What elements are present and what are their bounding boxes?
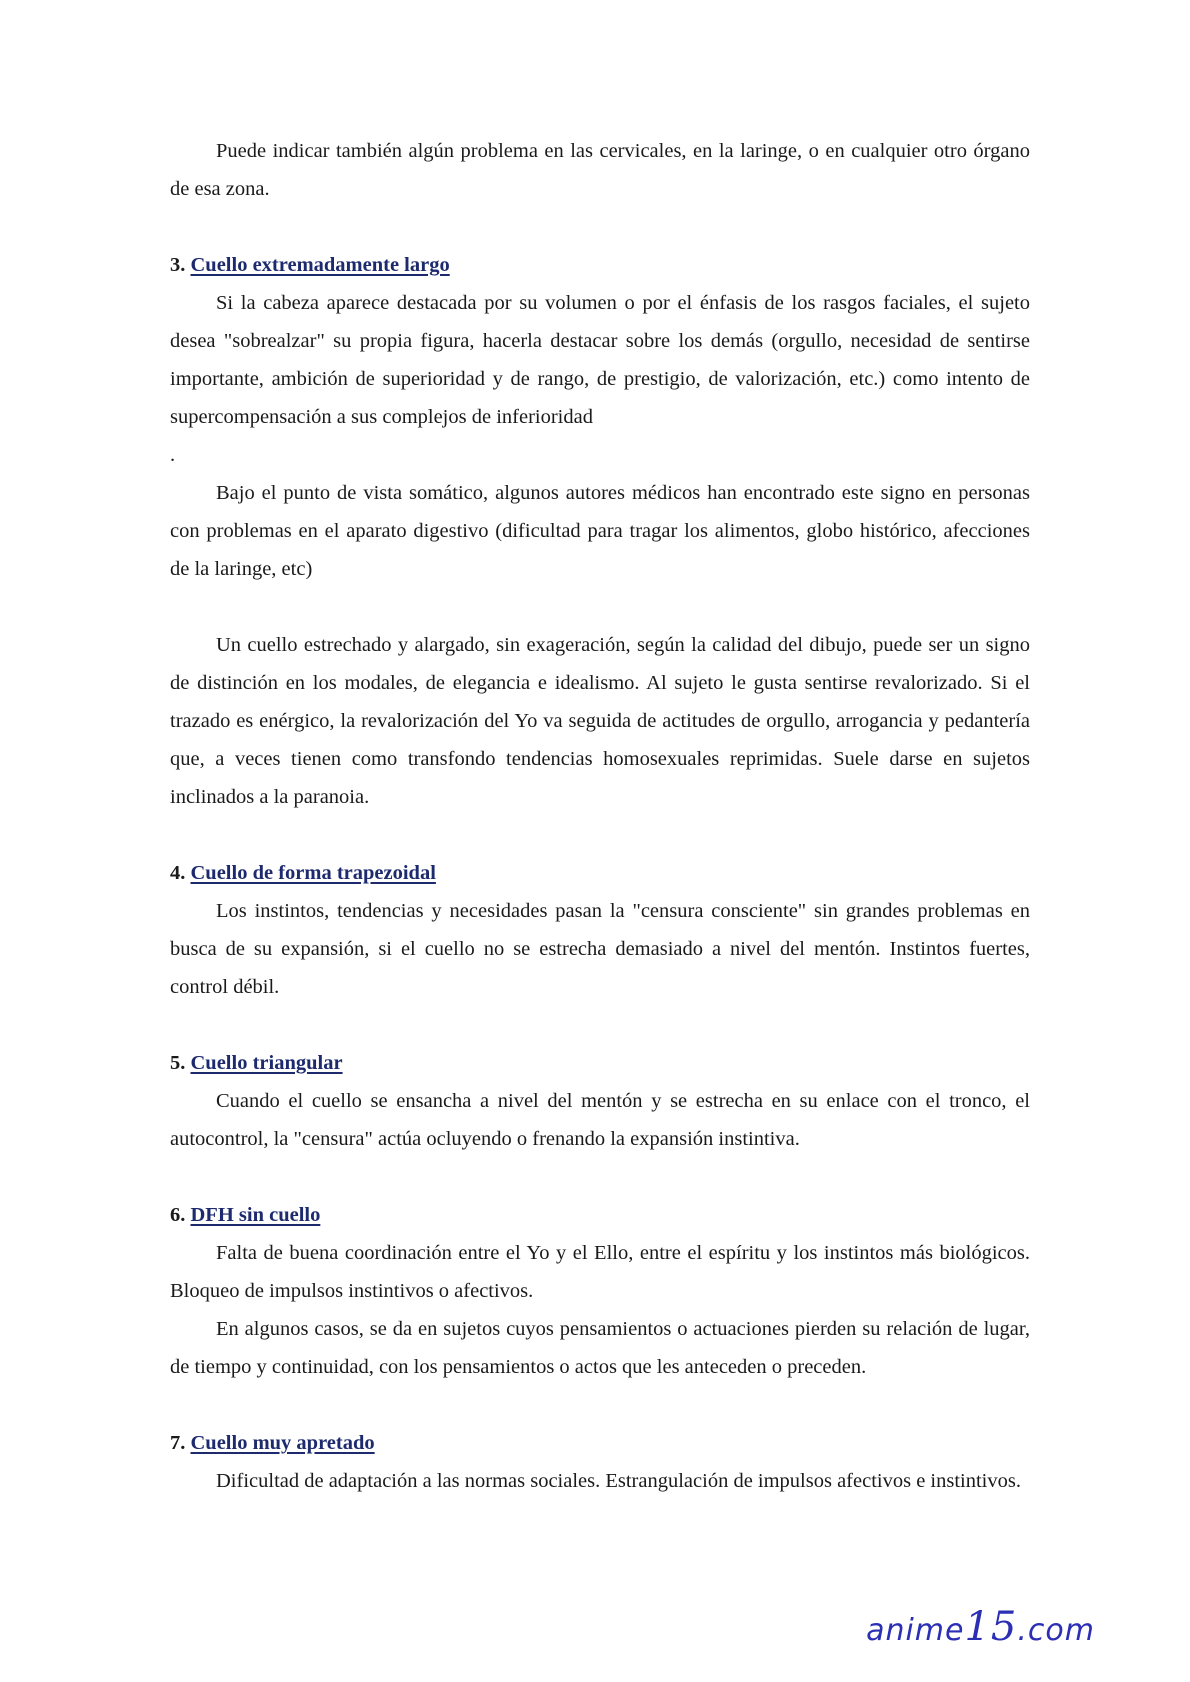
section-number: 7. — [170, 1432, 186, 1454]
section-3-paragraph-1: Si la cabeza aparece destacada por su volumen o por el énfasis de los rasgos faciales, el sujeto desea "sobrealzar" su propia figura, hacerla destacar sobre los demás (orgullo, necesidad de sentirse importante, ambición de superioridad y de rango, de prestigio, de valorización, etc.) como intento de supercompensación a sus complejos de inferioridad — [170, 292, 1030, 428]
document-page — [170, 132, 1030, 1500]
section-title: Cuello de forma trapezoidal — [190, 862, 436, 884]
section-title: Cuello triangular — [190, 1052, 343, 1074]
section-heading-5 — [170, 1044, 1030, 1082]
section-4-paragraph-1: Los instintos, tendencias y necesidades pasan la "censura consciente" sin grandes problemas en busca de su expansión, si el cuello no se estrecha demasiado a nivel del mentón. Instintos fuertes, control débil. — [170, 900, 1030, 998]
section-heading-4 — [170, 854, 1030, 892]
section-3-paragraph-2: Bajo el punto de vista somático, algunos autores médicos han encontrado este signo en personas con problemas en el aparato digestivo (dificultad para tragar los alimentos, globo histórico, afecciones de la laringe, etc) — [170, 482, 1030, 580]
section-number: 3. — [170, 254, 186, 276]
section-number: 4. — [170, 862, 186, 884]
brand-number: 15 — [964, 1604, 1018, 1650]
section-number: 5. — [170, 1052, 186, 1074]
section-3-paragraph-3: Un cuello estrechado y alargado, sin exageración, según la calidad del dibujo, puede ser un signo de distinción en los modales, de elegancia e idealismo. Al sujeto le gusta sentirse revalorizado. Si el trazado es enérgico, la revalorización del Yo va seguida de actitudes de orgullo, arrogancia y pedantería que, a veces tienen como transfondo tendencias homosexuales reprimidas. Suele darse en sujetos inclinados a la paranoia. — [170, 634, 1030, 808]
brand-prefix: anime — [866, 1613, 965, 1648]
section-heading-7 — [170, 1424, 1030, 1462]
section-heading-6 — [170, 1196, 1030, 1234]
spacer — [170, 1386, 1030, 1424]
section-6-paragraph-2: En algunos casos, se da en sujetos cuyos pensamientos o actuaciones pierden su relación de lugar, de tiempo y continuidad, con los pensamientos o actos que les anteceden o preceden. — [170, 1318, 1030, 1378]
section-title: Cuello muy apretado — [190, 1432, 375, 1454]
section-title: DFH sin cuello — [190, 1204, 321, 1226]
spacer — [170, 1006, 1030, 1044]
section-6-paragraph-1: Falta de buena coordinación entre el Yo y el Ello, entre el espíritu y los instintos más biológicos. Bloqueo de impulsos instintivos o afectivos. — [170, 1242, 1030, 1302]
spacer — [170, 588, 1030, 626]
section-7-paragraph-1: Dificultad de adaptación a las normas sociales. Estrangulación de impulsos afectivos e instintivos. — [216, 1470, 1021, 1492]
brand-suffix: .com — [1017, 1613, 1095, 1648]
spacer — [170, 208, 1030, 246]
section-5-paragraph-1: Cuando el cuello se ensancha a nivel del mentón y se estrecha en su enlace con el tronco, el autocontrol, la "censura" actúa ocluyendo o frenando la expansión instintiva. — [170, 1090, 1030, 1150]
section-3-dot: . — [170, 444, 176, 466]
section-heading-3 — [170, 246, 1030, 284]
spacer — [170, 816, 1030, 854]
intro-paragraph: Puede indicar también algún problema en las cervicales, en la laringe, o en cualquier otro órgano de esa zona. — [170, 140, 1030, 200]
section-title: Cuello extremadamente largo — [190, 254, 450, 276]
spacer — [170, 1158, 1030, 1196]
site-watermark — [866, 1604, 1095, 1650]
section-number: 6. — [170, 1204, 186, 1226]
